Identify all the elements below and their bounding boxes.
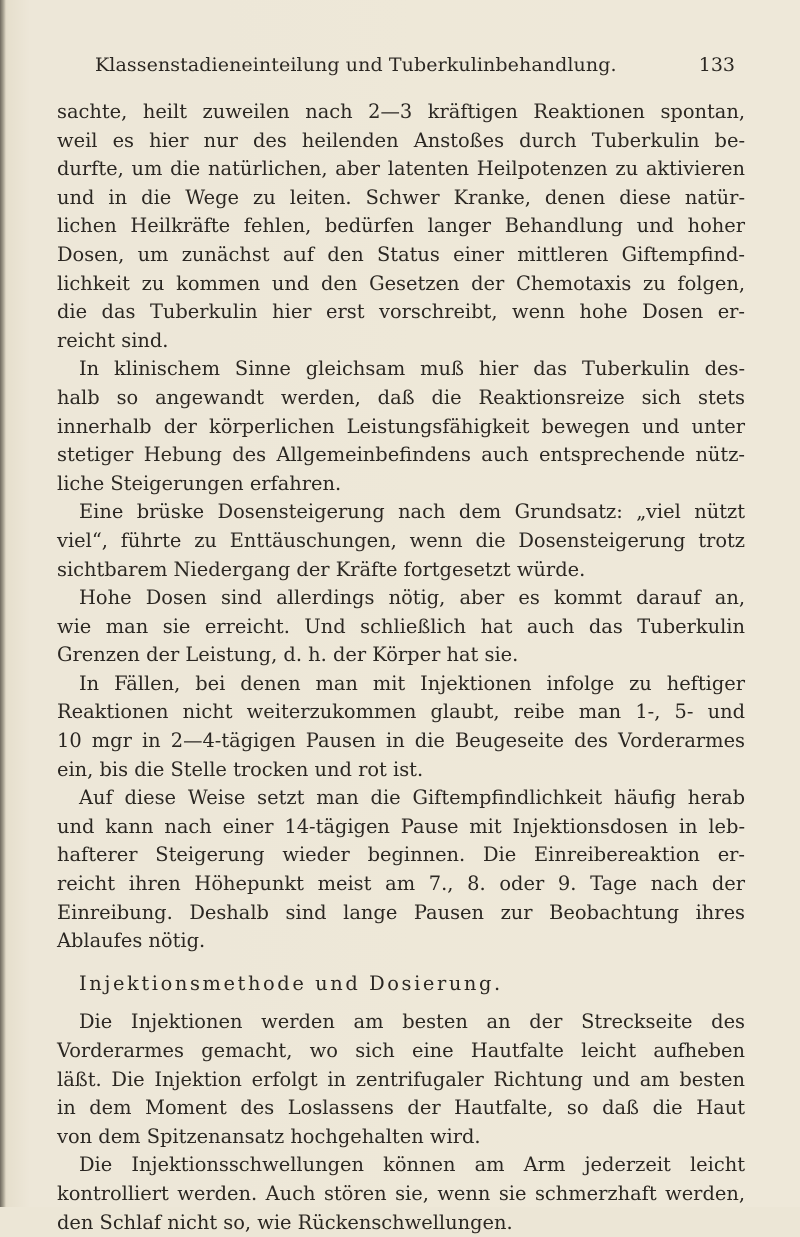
header-title: Klassenstadieneinteilung und Tuberkulinbehandlung.	[95, 54, 617, 76]
text-line: wie man sie erreicht. Und schließlich hat auch das Tuberkulin	[57, 614, 745, 638]
paragraph	[57, 670, 745, 784]
text-line: Auf diese Weise setzt man die Giftempfindlichkeit häufig herab	[79, 786, 745, 810]
text-line: stetiger Hebung des Allgemeinbefindens auch entsprechende nütz-	[57, 443, 745, 467]
text-line: kontrolliert werden. Auch stören sie, wenn sie schmerzhaft werden,	[57, 1181, 745, 1205]
text-line: und in die Wege zu leiten. Schwer Kranke, denen diese natür-	[57, 185, 745, 209]
text-line: Die Injektionsschwellungen können am Arm jederzeit leicht	[79, 1153, 745, 1177]
text-line: sachte, heilt zuweilen nach 2—3 kräftigen Reaktionen spontan,	[57, 100, 745, 123]
text-line: liche Steigerungen erfahren.	[57, 471, 342, 495]
text-line: Einreibung. Deshalb sind lange Pausen zur Beobachtung ihres	[57, 900, 745, 924]
text-line: Die Injektionen werden am besten an der Streckseite des	[79, 1010, 745, 1034]
text-line: reicht ihren Höhepunkt meist am 7., 8. oder 9. Tage nach der	[57, 872, 745, 896]
text-line: hafterer Steigerung wieder beginnen. Die Einreibereaktion er-	[57, 843, 745, 867]
paragraph	[57, 355, 745, 498]
text-line: sichtbarem Niedergang der Kräfte fortgesetzt würde.	[57, 557, 586, 581]
text-line: durfte, um die natürlichen, aber latenten Heilpotenzen zu aktivieren	[57, 157, 745, 181]
text-line: läßt. Die Injektion erfolgt in zentrifugaler Richtung und am besten	[57, 1067, 745, 1091]
text-line: von dem Spitzenansatz hochgehalten wird.	[57, 1124, 481, 1148]
text-line: innerhalb der körperlichen Leistungsfähigkeit bewegen und unter	[57, 414, 745, 438]
text-line: In Fällen, bei denen man mit Injektionen infolge zu heftiger	[79, 671, 745, 695]
paragraph	[57, 784, 745, 956]
text-line: viel“, führte zu Enttäuschungen, wenn die Dosensteigerung trotz	[57, 528, 745, 552]
text-line: Reaktionen nicht weiterzukommen glaubt, reibe man 1-, 5- und	[57, 700, 745, 724]
text-line: Grenzen der Leistung, d. h. der Körper hat sie.	[57, 643, 519, 667]
text-line: lichkeit zu kommen und den Gesetzen der Chemotaxis zu folgen,	[57, 271, 745, 295]
text-line: halb so angewandt werden, daß die Reaktionsreize sich stets	[57, 385, 745, 409]
page-number: 133	[698, 54, 735, 76]
paragraph	[57, 98, 745, 355]
text-line: die das Tuberkulin hier erst vorschreibt, wenn hohe Dosen er-	[57, 300, 745, 324]
text-line: Hohe Dosen sind allerdings nötig, aber es kommt darauf an,	[79, 586, 745, 610]
text-line: den Schlaf nicht so, wie Rückenschwellungen.	[57, 1210, 513, 1234]
text-line: in dem Moment des Loslassens der Hautfalte, so daß die Haut	[57, 1096, 745, 1120]
text-line: lichen Heilkräfte fehlen, bedürfen langer Behandlung und hoher	[57, 214, 745, 238]
text-line: ein, bis die Stelle trocken und rot ist.	[57, 757, 424, 781]
body-text	[57, 98, 745, 1237]
text-line: und kann nach einer 14-tägigen Pause mit Injektionsdosen in leb-	[57, 814, 745, 838]
text-line: Eine brüske Dosensteigerung nach dem Grundsatz: „viel nützt	[79, 500, 745, 524]
text-line: In klinischem Sinne gleichsam muß hier das Tuberkulin des-	[79, 357, 745, 381]
text-line: weil es hier nur des heilenden Anstoßes durch Tuberkulin be-	[57, 128, 745, 152]
text-line: Ablaufes nötig.	[57, 929, 206, 953]
paragraph	[57, 498, 745, 670]
page-binding-edge	[0, 0, 6, 1207]
text-line: 10 mgr in 2—4-tägigen Pausen in die Beugeseite des Vorderarmes	[57, 729, 745, 753]
text-line: Dosen, um zunächst auf den Status einer mittleren Giftempfind-	[57, 242, 745, 266]
text-line: reicht sind.	[57, 328, 169, 352]
running-header	[95, 54, 735, 84]
paragraph	[57, 1151, 745, 1237]
paragraph	[57, 1008, 745, 1151]
section-heading: Injektionsmethode und Dosierung.	[79, 971, 503, 995]
text-line: Vorderarmes gemacht, wo sich eine Hautfalte leicht aufheben	[57, 1039, 745, 1062]
